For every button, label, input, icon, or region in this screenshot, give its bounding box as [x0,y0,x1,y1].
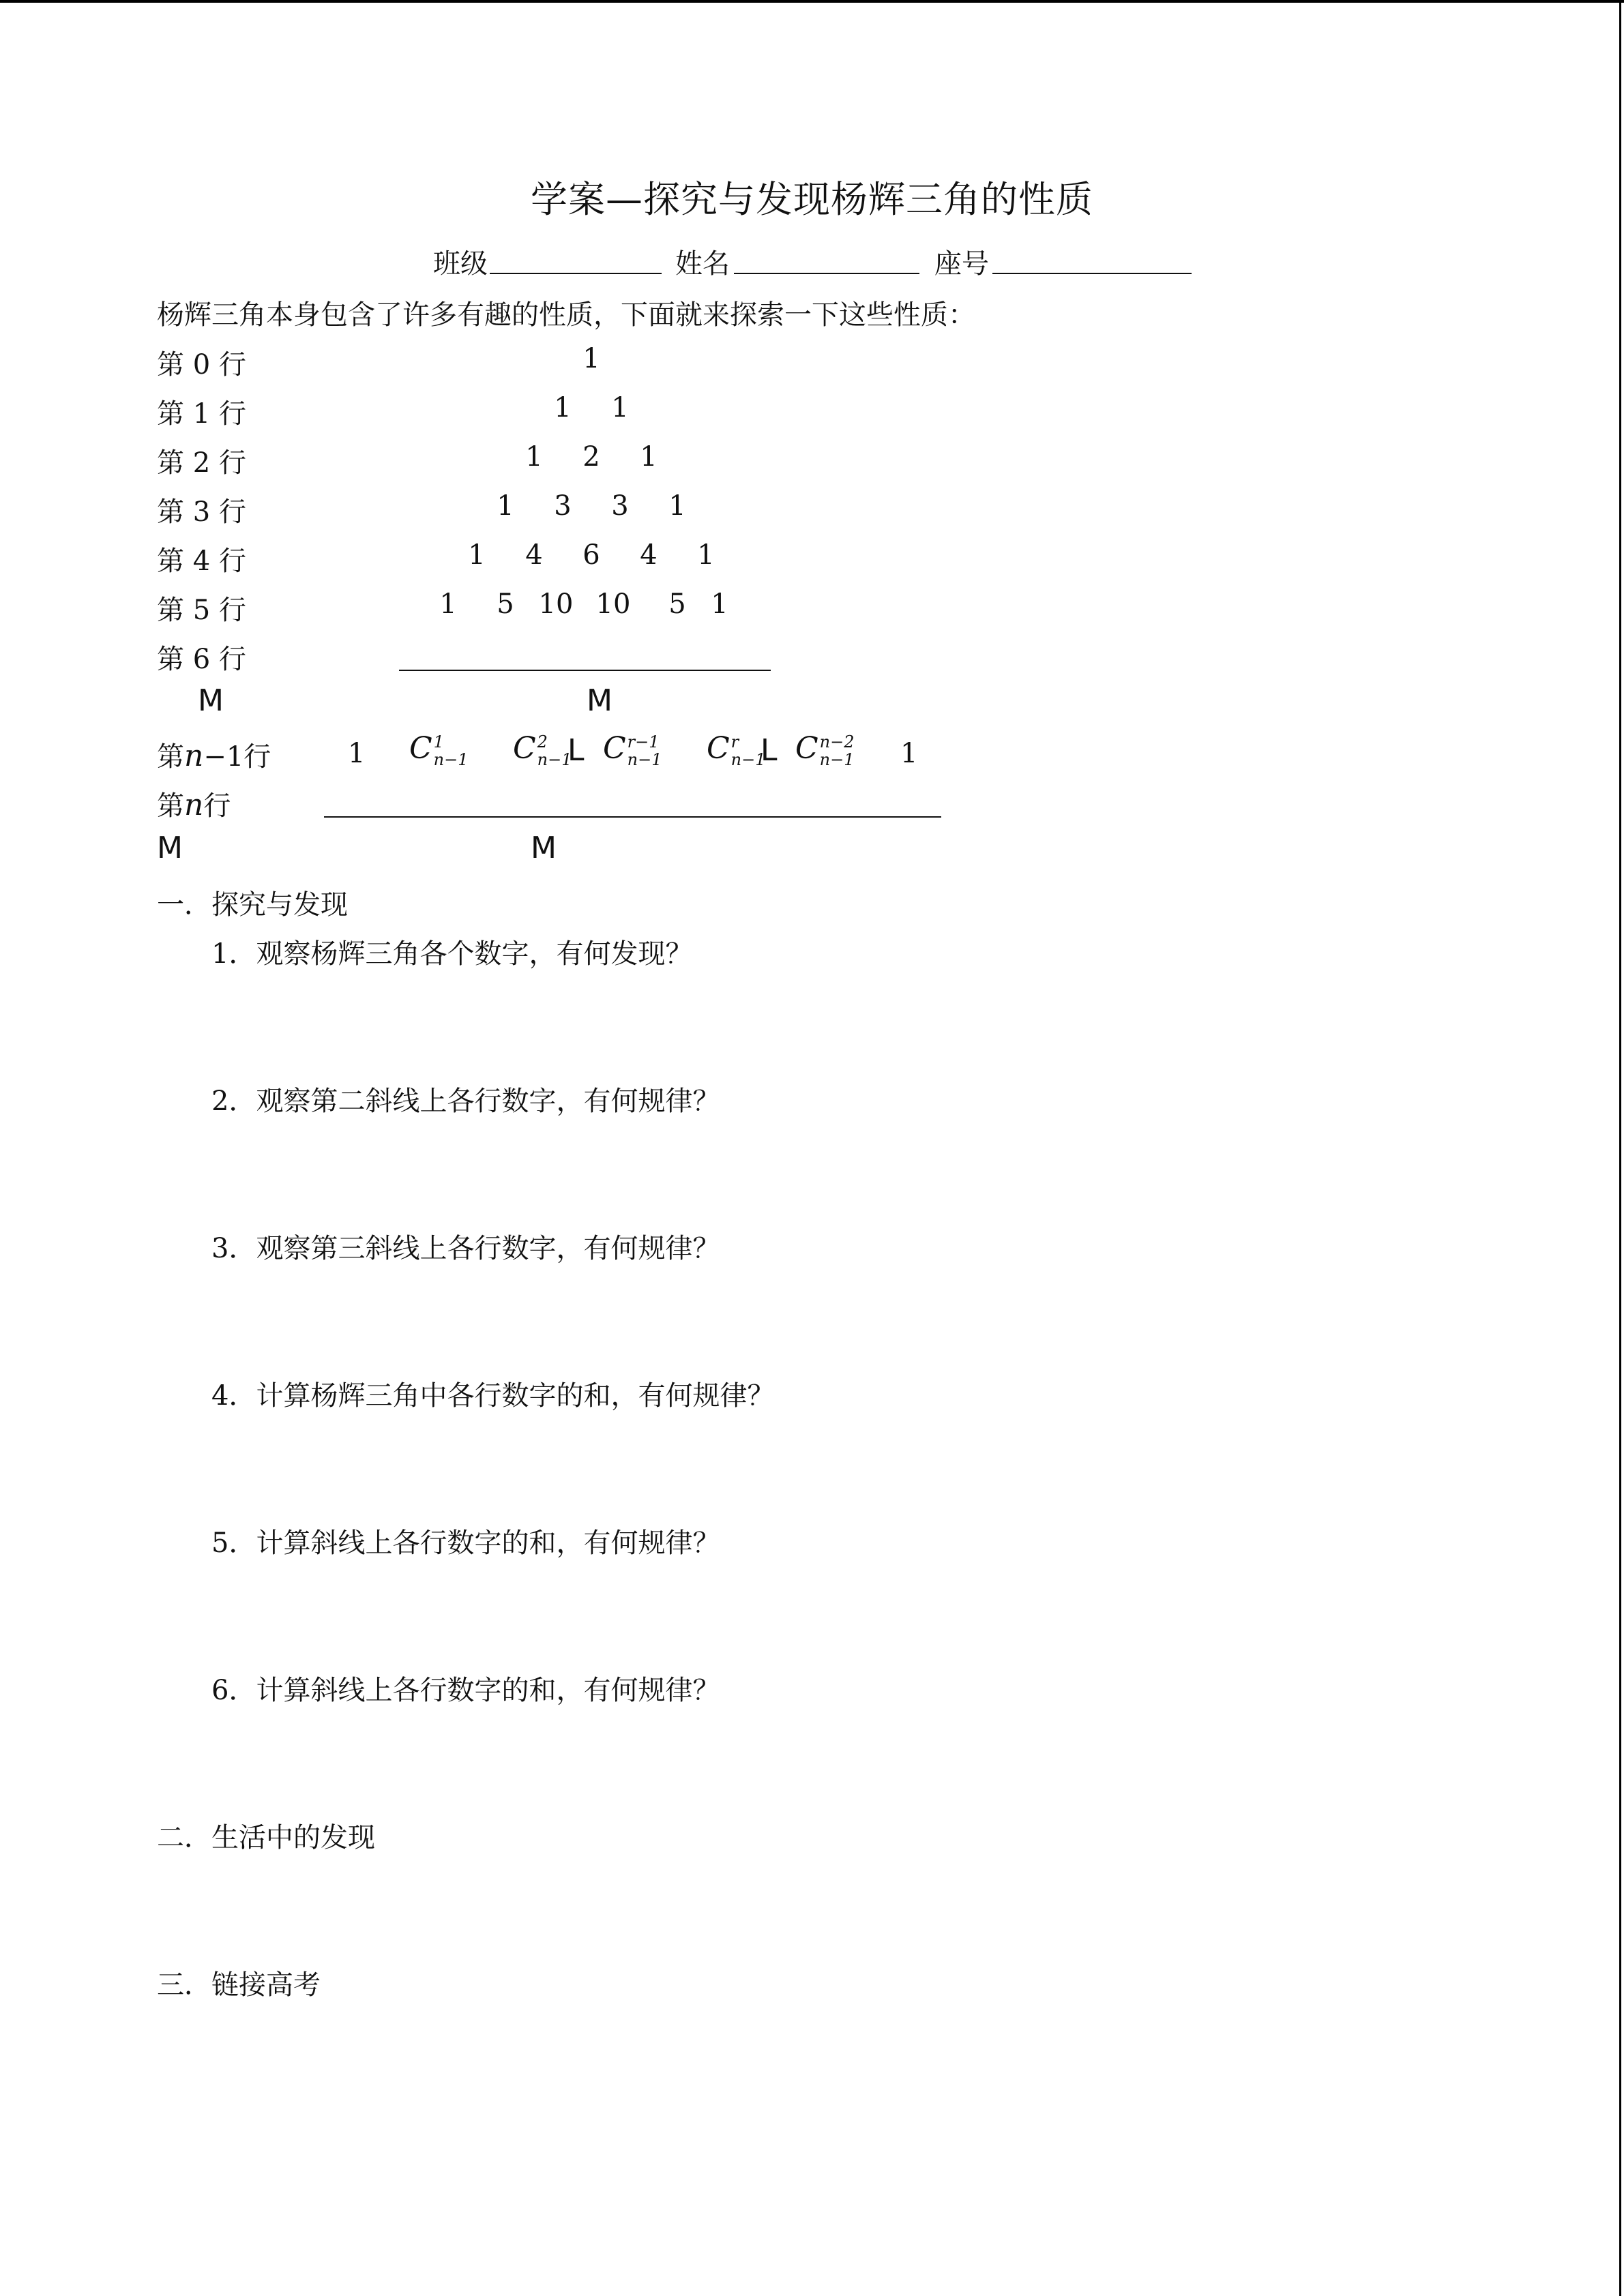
row-label-3: 第 3 行 [157,496,246,528]
row-label-4: 第 4 行 [157,546,246,577]
row-label-5: 第 5 行 [157,595,246,626]
triangle-cell: 1 [640,441,658,473]
question-3: 3．观察第三斜线上各行数字，有何规律？ [211,1233,720,1264]
triangle-cell: 1 [611,392,629,423]
row-label-0: 第 0 行 [157,349,246,381]
page-title: 学案—探究与发现杨辉三角的性质 [531,178,1093,221]
row-nm1-term-first: 1 [348,738,366,769]
triangle-cell: 3 [554,490,572,522]
ellipsis-left: M [198,683,224,718]
row-nm1-term-c1: C 1 n−1 [409,731,469,769]
question-4: 4．计算杨辉三角中各行数字的和，有何规律？ [211,1380,775,1412]
section-1-heading: 一．探究与发现 [157,889,348,921]
row-nm1-dots-2: L [761,733,778,768]
intro-text: 杨辉三角本身包含了许多有趣的性质，下面就来探索一下这些性质： [157,299,975,331]
section-2-heading: 二．生活中的发现 [157,1822,375,1853]
ellipsis-center-2: M [531,831,557,865]
question-5: 5．计算斜线上各行数字的和，有何规律？ [211,1527,720,1559]
class-blank[interactable] [490,273,662,274]
triangle-cell: 1 [711,588,728,620]
row-label-2: 第 2 行 [157,447,246,479]
page-right-border [1619,0,1621,2296]
question-2: 2．观察第二斜线上各行数字，有何规律？ [211,1086,720,1117]
triangle-cell: 1 [668,490,686,522]
row-label-1: 第 1 行 [157,398,246,430]
row-nm1-term-cr: C r n−1 [707,731,766,769]
triangle-cell: 6 [582,539,600,571]
row-label-n: 第n行 [157,788,231,822]
triangle-cell: 1 [525,441,543,473]
triangle-cell: 10 [538,588,574,620]
ellipsis-center: M [587,683,612,718]
ellipsis-left-2: M [157,831,183,865]
row-nm1-term-cr1: C r−1 n−1 [603,731,662,769]
triangle-cell: 3 [611,490,629,522]
triangle-cell: 1 [468,539,486,571]
seat-label: 座号 [934,248,989,280]
triangle-cell: 4 [640,539,658,571]
row-6-blank[interactable] [399,670,771,671]
triangle-cell: 1 [697,539,715,571]
row-label-n-minus-1: 第n−1行 [157,739,271,773]
seat-blank[interactable] [992,273,1192,274]
triangle-cell: 1 [582,343,600,374]
section-3-heading: 三．链接高考 [157,1969,321,2001]
name-blank[interactable] [734,273,919,274]
question-6: 6．计算斜线上各行数字的和，有何规律？ [211,1675,720,1706]
row-nm1-term-c2: C 2 n−1 [513,731,572,769]
triangle-cell: 10 [595,588,631,620]
page-top-border [0,0,1624,3]
triangle-cell: 2 [582,441,600,473]
question-1: 1．观察杨辉三角各个数字，有何发现？ [211,938,693,970]
name-label: 姓名 [675,248,730,280]
triangle-cell: 1 [554,392,572,423]
triangle-cell: 1 [497,490,514,522]
row-nm1-term-cn2: C n−2 n−1 [795,731,855,769]
row-label-6: 第 6 行 [157,644,246,675]
row-nm1-term-last: 1 [900,738,918,769]
triangle-cell: 5 [668,588,686,620]
row-n-blank[interactable] [324,816,941,818]
triangle-cell: 1 [439,588,457,620]
row-nm1-dots-1: L [567,733,585,768]
class-label: 班级 [433,248,488,280]
triangle-cell: 5 [497,588,514,620]
triangle-cell: 4 [525,539,543,571]
